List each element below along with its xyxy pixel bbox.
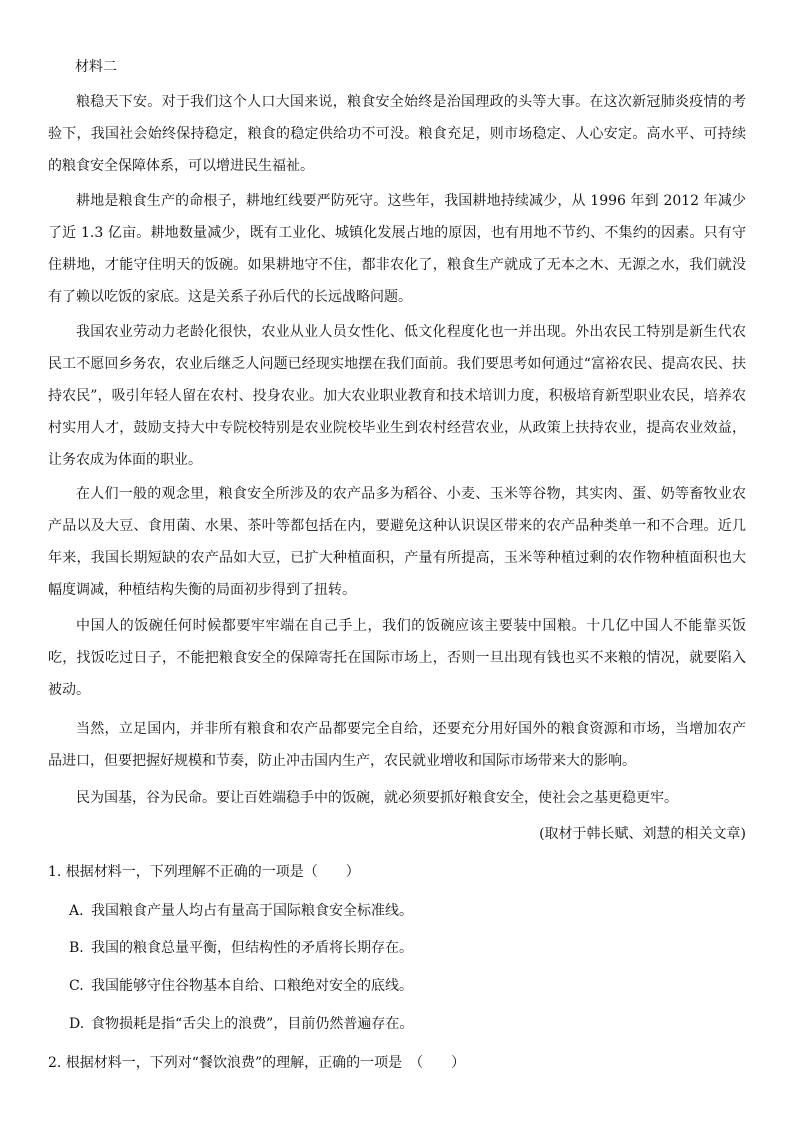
- paragraph-5: 中国人的饭碗任何时候都要牢牢端在自己手上，我们的饭碗应该主要装中国粮。十几亿中国人不能靠买饭吃，找饭吃过日子，不能把粮食安全的保障寄托在国际市场上，否则一旦出现有钱也买不来粮的情况，就要陷入被动。: [48, 618, 746, 698]
- option-letter: D.: [69, 1016, 85, 1032]
- paragraph-6: 当然，立足国内，并非所有粮食和农产品都要完全自给，还要充分用好国外的粮食资源和市场，当增加农产品进口，但要把握好规模和节奏，防止冲击国内生产，农民就业增收和国际市场带来大的影响。: [48, 721, 746, 769]
- question-1-option-a: [69, 899, 746, 923]
- question-1-stem: 1. 根据材料一，下列理解不正确的一项是（ ）: [48, 864, 360, 880]
- paragraph-3: 我国农业劳动力老龄化很快，农业从业人员女性化、低文化程度化也一并出现。外出农民工特别是新生代农民工不愿回乡务农，农业后继乏人问题已经现实地摆在我们面前。我们要思考如何通过“富裕农民、提高农民、扶持农民”，吸引年轻人留在农村、投身农业。加大农业职业教育和技术培训力度，积极培育新型职业农民，培养农村实用人才，鼓励支持大中专院校特别是农业院校毕业生到农村经营农业，从政策上扶持农业，提高农业效益，让务农成为体面的职业。: [48, 324, 746, 468]
- option-letter: A.: [69, 903, 84, 919]
- paragraph-4: 在人们一般的观念里，粮食安全所涉及的农产品多为稻谷、小麦、玉米等谷物，其实肉、蛋、奶等畜牧业农产品以及大豆、食用菌、水果、茶叶等都包括在内，要避免这种认识误区带来的农产品种类单一和不合理。近几年来，我国长期短缺的农产品如大豆，已扩大种植面积，产量有所提高，玉米等种植过剩的农作物种植面积也大幅度调减，种植结构失衡的局面初步得到了扭转。: [48, 486, 746, 598]
- option-text: 我国的粮食总量平衡，但结构性的矛盾将长期存在。: [91, 940, 413, 956]
- question-1-option-c: [69, 974, 746, 998]
- question-2-stem: 2. 根据材料一，下列对“餐饮浪费”的理解，正确的一项是 （ ）: [48, 1055, 466, 1071]
- paragraph-7: 民为国基，谷为民命。要让百姓端稳手中的饭碗，就必须要抓好粮食安全，使社会之基更稳更牢。: [76, 790, 678, 806]
- option-letter: C.: [69, 978, 84, 994]
- question-1-option-d: [69, 1012, 746, 1036]
- option-letter: B.: [69, 940, 84, 956]
- option-text: 食物损耗是指“舌尖上的浪费”，目前仍然普遍存在。: [91, 1016, 414, 1032]
- option-text: 我国能够守住谷物基本自给、口粮绝对安全的底线。: [91, 978, 413, 994]
- option-text: 我国粮食产量人均占有量高于国际粮食安全标准线。: [91, 903, 413, 919]
- paragraph-1: 粮稳天下安。对于我们这个人口大国来说，粮食安全始终是治国理政的头等大事。在这次新冠肺炎疫情的考验下，我国社会始终保持稳定，粮食的稳定供给功不可没。粮食充足，则市场稳定、人心安定。高水平、可持续的粮食安全保障体系，可以增进民生福祉。: [48, 94, 746, 174]
- source-citation: (取材于韩长赋、刘慧的相关文章): [539, 826, 746, 842]
- question-1-option-b: [69, 936, 746, 960]
- paragraph-2: 耕地是粮食生产的命根子，耕地红线要严防死守。这些年，我国耕地持续减少，从 1996 年到 2012 年减少了近 1.3 亿亩。耕地数量减少，既有工业化、城镇化发展占地的原因，也有用地不节约、不集约的因素。只有守住耕地，才能守住明天的饭碗。如果耕地守不住，都非农化了，粮食生产就成了无本之木、无源之水，我们就没有了赖以吃饭的家底。这是关系子孙后代的长远战略问题。: [48, 193, 746, 305]
- section-title: 材料二: [75, 59, 117, 75]
